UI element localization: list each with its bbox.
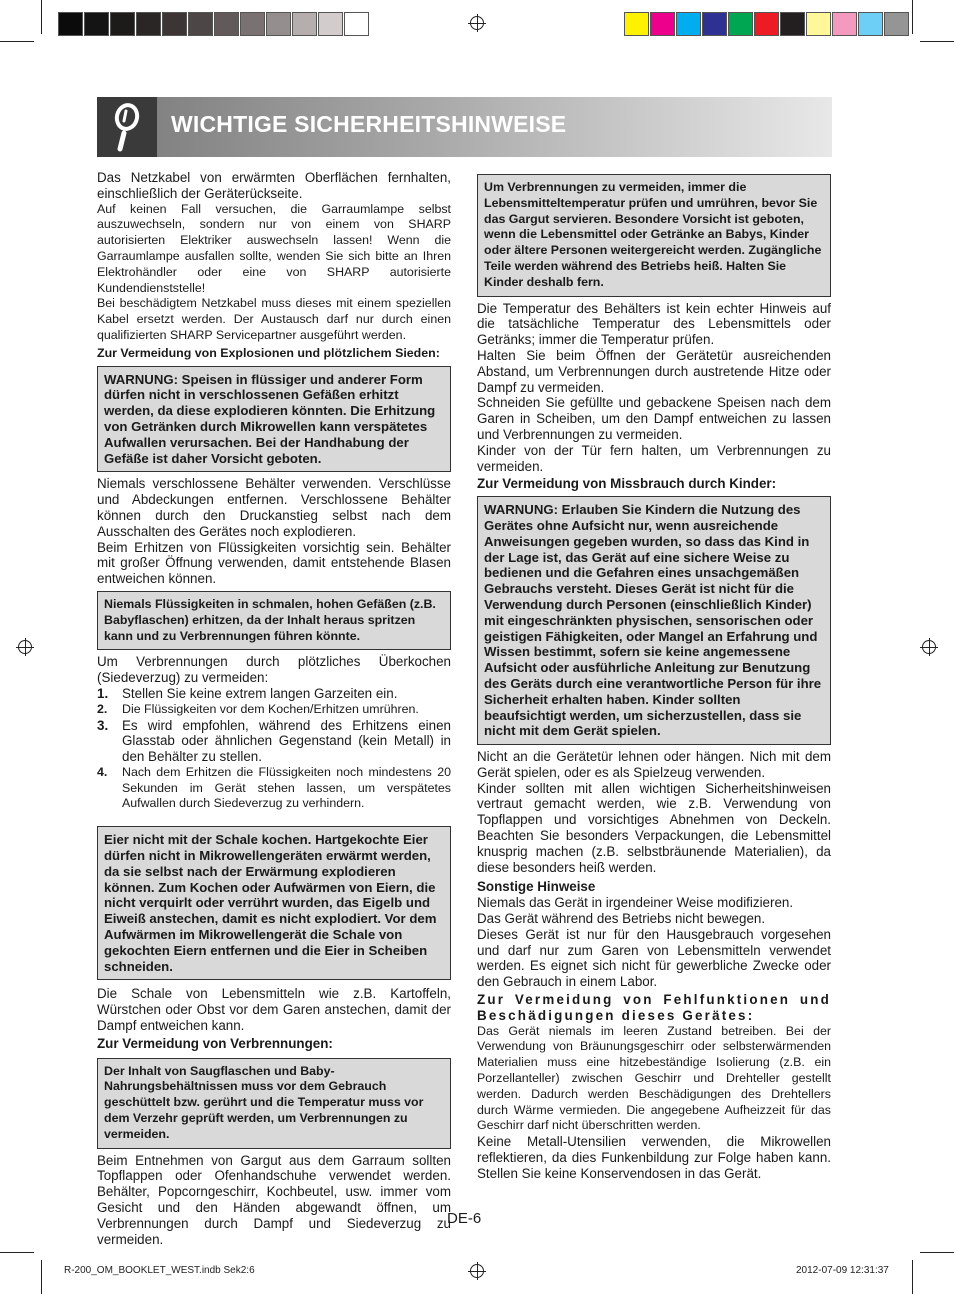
paragraph: Kinder sollten mit allen wichtigen Sicherheitshinweisen vertraut gemacht werden, wie z.B. Verwendung von Topflappen und vorsichtiges Abnehmen von Deckeln. Beachten Sie besonders Verpackungen, die Lebensmittel knusprig machen (z.B. selbstbräunende Materialien), da diese besonders heiß werden. — [477, 780, 831, 875]
crop-mark — [41, 0, 42, 34]
color-swatch-bar — [624, 12, 910, 36]
paragraph: Das Gerät während des Betriebs nicht bewegen. — [477, 911, 766, 927]
color-swatch — [650, 12, 675, 36]
color-swatch — [780, 12, 805, 36]
list-item: 3. Es wird empfohlen, während des Erhitzens einen Glasstab oder ähnlichen Gegenstand (kein Metall) in den Behälter zu stellen. — [97, 717, 451, 765]
color-swatch — [188, 12, 213, 36]
color-swatch — [292, 12, 317, 36]
paragraph: Niemals verschlossene Behälter verwenden. Verschlüsse und Abdeckungen entfernen. Verschlossene Behälter können durch den Druckanstieg selbst nach dem Ausschalten des Gerätes noch explodieren. — [97, 476, 451, 539]
paragraph: Keine Metall-Utensilien verwenden, die Mikrowellen reflektieren, da dies Funkenbildung zur Folge haben kann. Stellen Sie keine Konservendosen in das Gerät. — [477, 1134, 831, 1181]
color-swatch — [58, 12, 83, 36]
color-swatch — [240, 12, 265, 36]
color-swatch — [110, 12, 135, 36]
paragraph: Auf keinen Fall versuchen, die Garraumlampe selbst auszuwechseln, sondern nur von einem von SHARP autorisierten Elektriker auswechseln lassen! Wenn die Garraumlampe ausfallen sollte, wenden Sie sich bitte an Ihren Elektrohändler oder eine von SHARP autorisierte Kundendienststelle! — [97, 201, 451, 295]
right-column — [477, 170, 831, 1182]
color-swatch — [318, 12, 343, 36]
file-info: R-200_OM_BOOKLET_WEST.indb Sek2:6 — [64, 1265, 255, 1276]
paragraph: Die Schale von Lebensmitteln wie z.B. Kartoffeln, Würstchen oder Obst vor dem Garen anstechen, damit der Dampf entweichen kann. — [97, 986, 451, 1034]
color-swatch — [702, 12, 727, 36]
color-swatch — [266, 12, 291, 36]
section-heading: Zur Vermeidung von Explosionen und plötzlichem Sieden: — [97, 345, 440, 360]
registration-mark-icon — [18, 640, 32, 654]
crop-mark — [920, 1252, 954, 1253]
color-swatch — [84, 12, 109, 36]
warning-box: Um Verbrennungen zu vermeiden, immer die Lebensmitteltemperatur prüfen und umrühren, bevor Sie das Gargut servieren. Besondere Vorsicht ist geboten, wenn die Lebensmittel oder Getränke an Babys, Kinder oder ältere Personen weitergereicht werden. Zugängliche Teile werden während des Betriebs heiß. Halten Sie Kinder deshalb fern. — [477, 174, 831, 297]
paragraph: Beim Entnehmen von Gargut aus dem Garraum sollten Topflappen oder Ofenhandschuhe verwendet werden. Behälter, Popcorngeschirr, Kochbeutel, usw. immer vom Gesicht und den Händen abgewandt öffnen, um Verbrennungen durch Dampf und Siedeverzug zu vermeiden. — [97, 1152, 451, 1247]
paragraph: Die Temperatur des Behälters ist kein echter Hinweis auf die tatsächliche Temperatur des Lebensmittels oder Getränks; immer die Temperatur prüfen. — [477, 300, 831, 348]
color-swatch — [136, 12, 161, 36]
warning-box: Niemals Flüssigkeiten in schmalen, hohen Gefäßen (z.B. Babyflaschen) erhitzen, da der Inhalt heraus spritzen kann und zu Verbrennungen führen könnte. — [97, 591, 451, 650]
page-number: DE-6 — [447, 1210, 482, 1227]
color-swatch — [884, 12, 909, 36]
color-swatch — [754, 12, 779, 36]
paragraph: Nicht an die Gerätetür lehnen oder hängen. Nich mit dem Gerät spielen, oder es als Spielzeug verwenden. — [477, 749, 831, 780]
warning-box: WARNUNG: Speisen in flüssiger und anderer Form dürfen nicht in verschlossenen Gefäßen erhitzt werden, da diese explodieren könnten. Die Erhitzung von Getränken durch Mikrowellen kann verspätetes Aufwallen verursachen. Bei der Handhabung der Gefäße ist daher Vorsicht geboten. — [97, 366, 451, 473]
page-title: WICHTIGE SICHERHEITSHINWEISE — [171, 111, 567, 137]
paragraph: Bei beschädigtem Netzkabel muss dieses mit einem speziellen Kabel ersetzt werden. Der Austausch darf nur durch einen qualifizierten SHARP Servicepartner ausgeführt werden. — [97, 296, 451, 342]
color-swatch — [214, 12, 239, 36]
crop-mark — [912, 0, 913, 34]
section-heading: Sonstige Hinweise — [477, 879, 596, 895]
paragraph: Das Gerät niemals im leeren Zustand betreiben. Bei der Verwendung von Bräunungsgeschirr oder selbsterwärmenden Materialien muss eine hitzebeständige Isolierung (z.B. ein Porzellanteller) zwischen Geschirr und Drehteller gestellt werden. Dadurch werden Beschädigungen des Drehtellers durch Wärme vermieden. Die angegebene Aufheizzeit für das Geschirr darf nicht überschritten werden. — [477, 1023, 831, 1133]
color-swatch — [344, 12, 369, 36]
info-exclamation-icon — [97, 97, 157, 157]
list-item: 2. Die Flüssigkeiten vor dem Kochen/Erhitzen umrühren. — [97, 701, 419, 716]
paragraph: Kinder von der Tür fern halten, um Verbrennungen zu vermeiden. — [477, 442, 831, 474]
left-column — [97, 170, 451, 1247]
paragraph: Um Verbrennungen durch plötzliches Überkochen (Siedeverzug) zu vermeiden: — [97, 654, 451, 686]
color-swatch — [162, 12, 187, 36]
paragraph: Niemals das Gerät in irgendeiner Weise modifizieren. — [477, 895, 794, 911]
section-heading: Zur Vermeidung von Missbrauch durch Kinder: — [477, 476, 777, 492]
paragraph: Dieses Gerät ist nur für den Hausgebrauch vorgesehen und darf nur zum Garen von Lebensmitteln verwendet werden. Es eignet sich nicht für gewerbliche Zwecke oder den Gebrauch in einem Labor. — [477, 926, 831, 990]
registration-mark-icon — [922, 640, 936, 654]
color-swatch — [806, 12, 831, 36]
paragraph: Schneiden Sie gefüllte und gebackene Speisen nach dem Garen in Scheiben, um den Dampf entweichen zu lassen und Verbrennungen zu vermeiden. — [477, 395, 831, 442]
print-date: 2012-07-09 12:31:37 — [796, 1265, 889, 1276]
list-item: 1. Stellen Sie keine extrem langen Garzeiten ein. — [97, 685, 398, 701]
warning-box: Der Inhalt von Saugflaschen und Baby-Nahrungsbehältnissen muss vor dem Gebrauch geschüttelt bzw. gerührt und die Temperatur muss vor dem Verzehr geprüft werden, um Verbrennungen zu vermeiden. — [97, 1058, 451, 1149]
numbered-list — [97, 686, 451, 812]
paragraph: Halten Sie beim Öffnen der Gerätetür ausreichenden Abstand, um Verbrennungen durch austretende Hitze oder Dampf zu vermeiden. — [477, 347, 831, 395]
color-swatch — [624, 12, 649, 36]
color-swatch — [676, 12, 701, 36]
color-swatch — [858, 12, 883, 36]
paragraph: Das Netzkabel von erwärmten Oberflächen fernhalten, einschließlich der Geräterückseite. — [97, 170, 451, 201]
crop-mark — [41, 1260, 42, 1294]
section-heading: Zur Vermeidung von Verbrennungen: — [97, 1035, 333, 1051]
section-heading: Zur Vermeidung von Fehlfunktionen und Beschädigungen dieses Gerätes: — [477, 992, 831, 1023]
registration-mark-icon — [470, 1264, 484, 1278]
paragraph: Beim Erhitzen von Flüssigkeiten vorsichtig sein. Behälter mit großer Öffnung verwenden, damit entstehende Blasen entweichen können. — [97, 539, 451, 587]
crop-mark — [920, 41, 954, 42]
crop-mark — [0, 41, 34, 42]
color-swatch — [728, 12, 753, 36]
color-swatch — [832, 12, 857, 36]
warning-box: WARNUNG: Erlauben Sie Kindern die Nutzung des Gerätes ohne Aufsicht nur, wenn ausreichende Anweisungen gegeben wurden, so dass das Kind in der Lage ist, das Gerät auf eine sichere Weise zu bedienen und die Gefahren eines unsachgemäßen Gebrauchs versteht. Dieses Gerät ist nicht für die Verwendung durch Personen (einschließlich Kinder) mit eingeschränkten physischen, sensorischen oder geistigen Fähigkeiten, oder Mangel an Erfahrung und Wissen bestimmt, sofern sie keine angemessene Aufsicht oder ausführliche Anleitung zur Benutzung des Geräts durch eine verantwortliche Person für ihre Sicherheit erhalten haben. Kinder sollten beaufsichtigt werden, um sicherzustellen, dass sie nicht mit dem Gerät spielen. — [477, 496, 831, 745]
section-header — [97, 97, 832, 157]
crop-mark — [912, 1260, 913, 1294]
list-item: 4. Nach dem Erhitzen die Flüssigkeiten noch mindestens 20 Sekunden im Gerät stehen lassen, um verspätetes Aufwallen durch Siedeverzug zu verhindern. — [97, 764, 451, 811]
crop-mark — [0, 1252, 34, 1253]
grey-swatch-bar — [58, 12, 370, 36]
registration-mark-icon — [470, 16, 484, 30]
warning-box: Eier nicht mit der Schale kochen. Hartgekochte Eier dürfen nicht in Mikrowellengeräten erwärmt werden, da sie selbst nach der Erwärmung explodieren können. Zum Kochen oder Aufwärmen von Eiern, die nicht verquirlt oder verrührt wurden, das Eigelb und Eiweiß anstechen, damit es nicht explodiert. Vor dem Aufwärmen im Mikrowellengerät die Schale von gekochten Eiern entfernen und die Eier in Scheiben schneiden. — [97, 826, 451, 980]
